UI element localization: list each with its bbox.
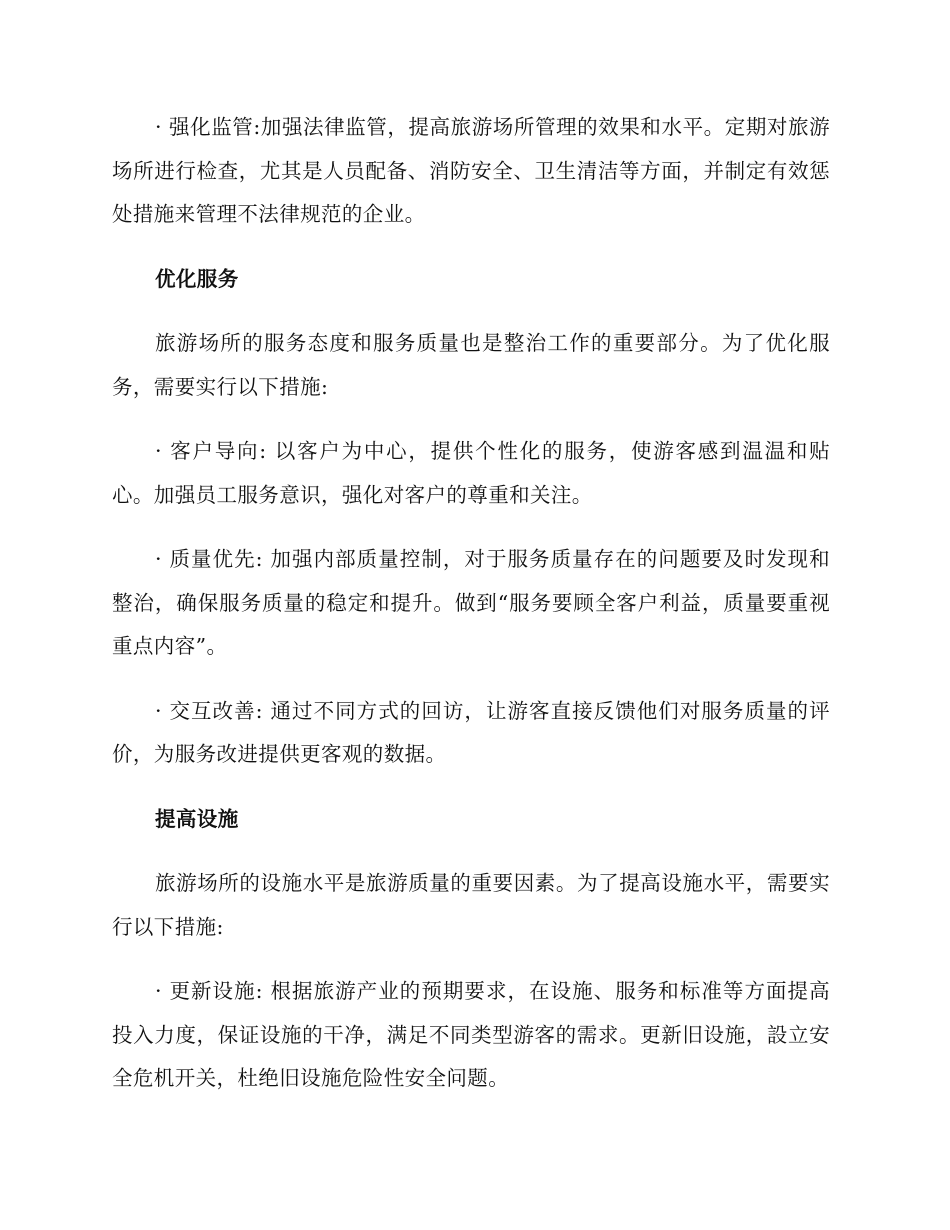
bullet-strengthen-supervision: · 强化监管:加强法律监管，提高旅游场所管理的效果和水平。定期对旅游场所进行检查，尤其是人员配备、消防安全、卫生清洁等方面，并制定有效惩处措施来管理不法律规范的企业。 (112, 115, 830, 226)
bullet-interaction-improvement: · 交互改善: 通过不同方式的回访，让游客直接反馈他们对服务质量的评价，为服务改进提供更客观的数据。 (112, 698, 830, 766)
bullet-update-facilities: · 更新设施: 根据旅游产业的预期要求，在设施、服务和标准等方面提高投入力度，保证设施的干净，满足不同类型游客的需求。更新旧设施，設立安全危机开关，杜绝旧设施危险性安全问题。 (112, 979, 830, 1090)
bullet-customer-oriented: · 客户导向: 以客户为中心，提供个性化的服务，使游客感到温温和贴心。加强员工服务意识，强化对客户的尊重和关注。 (112, 439, 830, 507)
paragraph-service-intro: 旅游场所的服务态度和服务质量也是整治工作的重要部分。为了优化服务，需要实行以下措施: (112, 331, 830, 399)
document-page (112, 106, 830, 1122)
section-heading-optimize-service: 优化服务 (155, 266, 239, 291)
section-heading-improve-facilities: 提高设施 (155, 806, 239, 831)
paragraph-facilities-intro: 旅游场所的设施水平是旅游质量的重要因素。为了提高设施水平，需要实行以下措施: (112, 871, 830, 939)
bullet-quality-first: · 质量优先: 加强内部质量控制，对于服务质量存在的问题要及时发现和整治，确保服务质量的稳定和提升。做到“服务要顾全客户利益，质量要重视重点内容”。 (112, 547, 830, 658)
